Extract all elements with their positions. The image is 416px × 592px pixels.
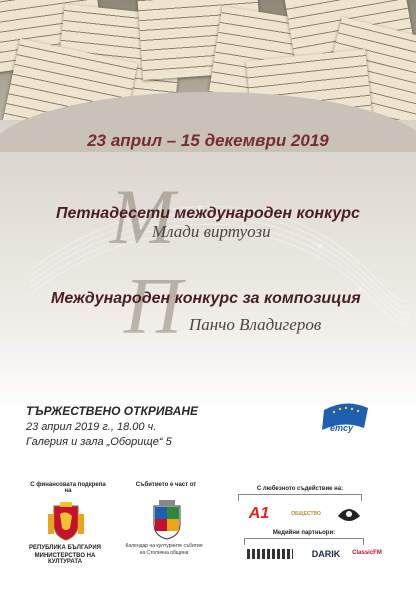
obshtestvo-logo: ОБЩЕСТВО — [291, 511, 321, 517]
classic-fm-logo: ClassicFM — [352, 550, 382, 556]
event-dates: 23 април – 15 декември 2019 — [87, 131, 329, 150]
monogram-m: М — [110, 173, 175, 260]
a1-logo: A1 — [248, 505, 270, 522]
emcy-logo-text: emcy — [330, 423, 354, 433]
opening-heading: ТЪРЖЕСТВЕНО ОТКРИВАНЕ — [26, 404, 199, 418]
opening-datetime: 23 април 2019 г., 18.00 ч. — [26, 421, 157, 433]
calendar-line1: Календар на културните събития — [125, 543, 203, 549]
opening-info — [26, 404, 198, 451]
opening-venue: Галерия и зала „Оборище“ 5 — [26, 436, 172, 448]
monogram-p: П — [124, 263, 182, 351]
kind-cooperation-label: С любезното съдействие на: — [256, 486, 344, 492]
bulgaria-coat-of-arms-icon — [46, 500, 86, 542]
media-partners-label: Медийни партньори: — [272, 530, 336, 536]
competition-subtitle-vladigerov: Панчо Владигеров — [189, 315, 322, 334]
foundation-logo-icon — [334, 502, 364, 526]
event-part-label: Събитието е част от — [135, 482, 197, 488]
calendar-line2: на Столична община — [139, 550, 189, 556]
bnt-logo — [246, 547, 294, 561]
competition-title-composition: Международен конкурс за композиция — [51, 290, 361, 307]
darik-logo: DARIK — [311, 549, 341, 559]
bnt-logo-graphic — [247, 549, 293, 559]
emcy-logo — [318, 400, 374, 442]
financial-support-label: С финансовата подкрепа на — [30, 482, 106, 494]
media-bracket — [244, 538, 364, 545]
ministry-line1: РЕПУБЛИКА БЪЛГАРИЯ — [29, 545, 101, 551]
competition-title-virtuosi: Петнадесети международен конкурс — [56, 205, 360, 222]
sofia-municipality-emblem-icon — [150, 498, 184, 540]
cooperation-bracket — [238, 494, 362, 501]
sponsors-footer — [0, 478, 416, 592]
staff-swirl-decoration — [30, 150, 410, 380]
ministry-line2: МИНИСТЕРСТВО НА КУЛТУРАТА — [34, 553, 96, 565]
competition-subtitle-virtuosi: Млади виртуози — [152, 222, 271, 241]
